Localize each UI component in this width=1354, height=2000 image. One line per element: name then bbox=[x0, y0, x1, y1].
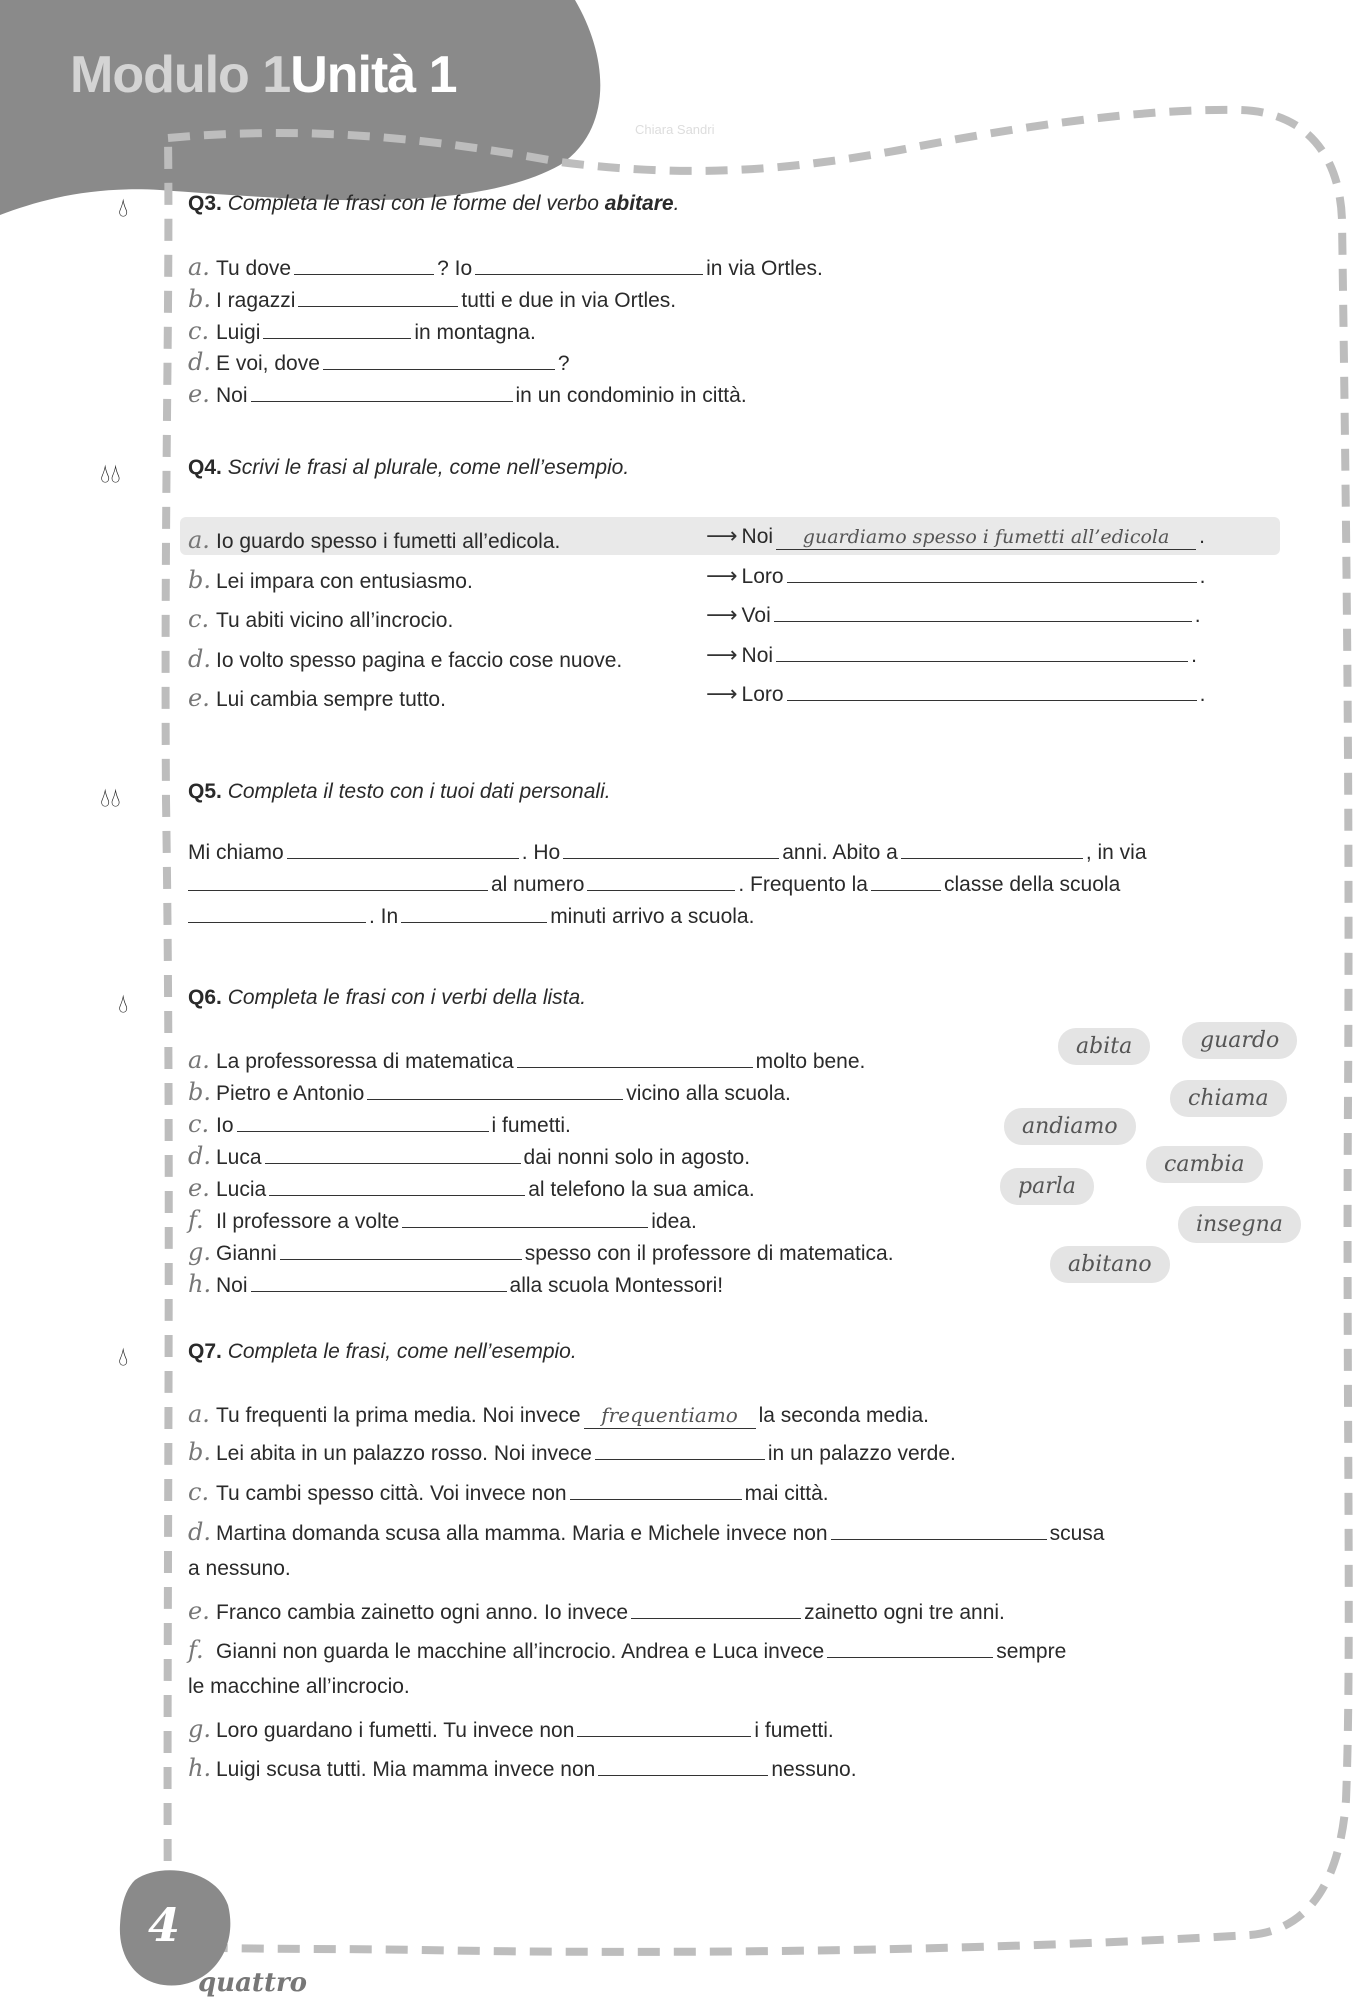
period: . bbox=[1199, 525, 1205, 548]
answer-blank[interactable] bbox=[831, 1521, 1047, 1540]
item-letter: a. bbox=[188, 1400, 210, 1428]
answer-blank[interactable] bbox=[263, 320, 411, 339]
q4-answer-e bbox=[706, 681, 1205, 707]
handwritten-answer: guardiamo spesso i fumetti all’edicola bbox=[776, 526, 1196, 550]
sentence: Io volto spesso pagina e faccio cose nuove. bbox=[216, 649, 623, 672]
item-letter: b. bbox=[188, 1438, 211, 1466]
arrow-right-icon: ⟶ bbox=[706, 642, 738, 667]
text: Lucia bbox=[216, 1178, 267, 1201]
text: Tu dove bbox=[216, 257, 292, 280]
verb-chip: cambia bbox=[1146, 1146, 1263, 1183]
text: molto bene. bbox=[755, 1050, 866, 1073]
q3-line-a bbox=[188, 253, 823, 281]
answer-blank[interactable] bbox=[367, 1081, 623, 1100]
answer-blank[interactable] bbox=[517, 1049, 753, 1068]
q7-line-a bbox=[188, 1400, 929, 1429]
q3-line-c bbox=[188, 317, 536, 345]
text: Tu cambi spesso città. Voi invece non bbox=[216, 1482, 567, 1505]
item-letter: e. bbox=[188, 684, 210, 712]
answer-blank[interactable] bbox=[323, 351, 555, 370]
text: sempre bbox=[996, 1640, 1067, 1663]
text: tutti e due in via Ortles. bbox=[461, 289, 677, 312]
item-letter: b. bbox=[188, 285, 211, 313]
period: . bbox=[1194, 604, 1201, 627]
text: idea. bbox=[651, 1210, 697, 1233]
text: in via Ortles. bbox=[706, 257, 823, 280]
text: Luca bbox=[216, 1146, 262, 1169]
q6-line-a bbox=[188, 1046, 865, 1074]
q4-row-c bbox=[188, 605, 453, 633]
text: Mi chiamo bbox=[188, 841, 284, 864]
answer-blank[interactable] bbox=[280, 1241, 522, 1260]
answer-blank[interactable] bbox=[787, 682, 1197, 701]
q7-line-f2 bbox=[188, 1675, 410, 1699]
answer-blank[interactable] bbox=[598, 1757, 768, 1776]
item-letter: a. bbox=[188, 1046, 210, 1074]
text: le macchine all’incrocio. bbox=[188, 1675, 410, 1698]
item-letter: g. bbox=[188, 1238, 211, 1266]
arrow-right-icon: ⟶ bbox=[706, 681, 738, 706]
text: La professoressa di matematica bbox=[216, 1050, 514, 1073]
text: . In bbox=[369, 905, 399, 928]
text: i fumetti. bbox=[754, 1719, 834, 1742]
item-letter: f. bbox=[188, 1206, 204, 1234]
subject: Loro bbox=[741, 565, 784, 588]
q7-title bbox=[188, 1340, 577, 1364]
answer-blank[interactable] bbox=[901, 840, 1083, 859]
item-letter: e. bbox=[188, 1597, 210, 1625]
item-letter: a. bbox=[188, 253, 210, 281]
text: Noi bbox=[216, 1274, 248, 1297]
subject: Voi bbox=[741, 604, 771, 627]
answer-blank[interactable] bbox=[402, 1209, 648, 1228]
difficulty-drop-icon: 💧︎ bbox=[118, 988, 129, 1018]
q4-row-a bbox=[188, 526, 560, 554]
answer-blank[interactable] bbox=[269, 1177, 525, 1196]
text: Martina domanda scusa alla mamma. Maria e Michele invece non bbox=[216, 1522, 828, 1545]
text: I ragazzi bbox=[216, 289, 296, 312]
verb-chip: andiamo bbox=[1004, 1108, 1136, 1145]
q6-line-c bbox=[188, 1110, 571, 1138]
q4-row-b bbox=[188, 566, 473, 594]
q3-title: Q3. Completa le frasi con le forme del verbo abitare. bbox=[188, 192, 680, 215]
answer-blank[interactable] bbox=[265, 1145, 521, 1164]
answer-blank[interactable] bbox=[827, 1639, 993, 1658]
q5-line-1 bbox=[188, 840, 1147, 865]
q3-line-e bbox=[188, 380, 747, 408]
subject: Loro bbox=[741, 683, 784, 706]
answer-blank[interactable] bbox=[287, 840, 519, 859]
page-number: 4 bbox=[148, 1898, 181, 1952]
text: i fumetti. bbox=[491, 1114, 571, 1137]
q7-line-h bbox=[188, 1754, 857, 1782]
item-letter: e. bbox=[188, 1174, 210, 1202]
item-letter: d. bbox=[188, 1142, 211, 1170]
q6-title bbox=[188, 986, 586, 1010]
verb-chip: insegna bbox=[1178, 1206, 1301, 1243]
q5-title bbox=[188, 780, 611, 804]
text: Luigi bbox=[216, 321, 261, 344]
text: spesso con il professore di matematica. bbox=[524, 1242, 894, 1265]
text: Gianni bbox=[216, 1242, 277, 1265]
q3-instruction: Completa le frasi con le forme del verbo bbox=[227, 192, 605, 215]
text: dai nonni solo in agosto. bbox=[523, 1146, 751, 1169]
q4-answer-c bbox=[706, 602, 1201, 628]
subject: Noi bbox=[741, 525, 774, 548]
text: Io bbox=[216, 1114, 234, 1137]
q7-line-g bbox=[188, 1715, 834, 1743]
q4-row-e bbox=[188, 684, 446, 712]
item-letter: c. bbox=[188, 605, 210, 633]
q7-line-d2 bbox=[188, 1557, 291, 1581]
text: classe della scuola bbox=[943, 873, 1121, 896]
text: al telefono la sua amica. bbox=[528, 1178, 755, 1201]
text: la seconda media. bbox=[758, 1404, 930, 1427]
unit-label: Unità 1 bbox=[290, 46, 457, 104]
page-number-word: quattro bbox=[198, 1968, 307, 1998]
answer-blank[interactable] bbox=[776, 643, 1188, 662]
answer-blank[interactable] bbox=[475, 256, 703, 275]
answer-blank[interactable] bbox=[631, 1600, 801, 1619]
text: alla scuola Montessori! bbox=[509, 1274, 724, 1297]
answer-blank[interactable] bbox=[237, 1113, 489, 1132]
text: ? bbox=[557, 352, 570, 375]
text: vicino alla scuola. bbox=[626, 1082, 791, 1105]
item-letter: h. bbox=[188, 1270, 212, 1298]
item-letter: a. bbox=[188, 526, 210, 554]
text: in un palazzo verde. bbox=[767, 1442, 956, 1465]
q6-line-h bbox=[188, 1270, 723, 1298]
q4-answer-d bbox=[706, 642, 1197, 668]
difficulty-drop-icon: 💧︎💧︎ bbox=[100, 782, 121, 812]
verb-chip: parla bbox=[1000, 1168, 1094, 1205]
header-blob bbox=[0, 0, 600, 215]
text: Pietro e Antonio bbox=[216, 1082, 365, 1105]
verb-chip: abitano bbox=[1050, 1246, 1170, 1283]
page-header bbox=[70, 45, 457, 105]
item-letter: b. bbox=[188, 1078, 211, 1106]
verb-chip: chiama bbox=[1170, 1080, 1287, 1117]
answer-blank[interactable] bbox=[563, 840, 779, 859]
text: . Ho bbox=[521, 841, 561, 864]
q7-line-f bbox=[188, 1636, 1066, 1664]
answer-blank[interactable] bbox=[871, 872, 941, 891]
period: . bbox=[1199, 565, 1206, 588]
item-letter: d. bbox=[188, 645, 211, 673]
item-letter: c. bbox=[188, 1110, 210, 1138]
q7-line-b bbox=[188, 1438, 956, 1466]
q6-line-d bbox=[188, 1142, 750, 1170]
subject: Noi bbox=[741, 644, 774, 667]
sentence: Lei impara con entusiasmo. bbox=[216, 570, 473, 593]
text: minuti arrivo a scuola. bbox=[550, 905, 755, 928]
q4-label: Q4. bbox=[188, 456, 222, 479]
text: E voi, dove bbox=[216, 352, 320, 375]
text: scusa bbox=[1049, 1522, 1105, 1545]
text: Lei abita in un palazzo rosso. Noi invece bbox=[216, 1442, 592, 1465]
text: nessuno. bbox=[771, 1758, 857, 1781]
difficulty-drop-icon: 💧︎ bbox=[118, 1341, 129, 1371]
arrow-right-icon: ⟶ bbox=[706, 523, 738, 548]
q6-line-e bbox=[188, 1174, 755, 1202]
q7-line-e bbox=[188, 1597, 1005, 1625]
period: . bbox=[1191, 644, 1197, 667]
answer-blank[interactable] bbox=[298, 288, 458, 307]
item-letter: g. bbox=[188, 1715, 211, 1743]
item-letter: d. bbox=[188, 1518, 211, 1546]
difficulty-drop-icon: 💧︎ bbox=[118, 192, 129, 222]
handwritten-answer: frequentiamo bbox=[584, 1403, 756, 1429]
q4-answer-a bbox=[706, 523, 1205, 550]
item-letter: c. bbox=[188, 1478, 210, 1506]
text: Gianni non guarda le macchine all’incrocio. Andrea e Luca invece bbox=[216, 1640, 825, 1663]
text: , in via bbox=[1085, 841, 1147, 864]
q3-line-b bbox=[188, 285, 676, 313]
q7-label: Q7. bbox=[188, 1340, 222, 1363]
module-label: Modulo 1 bbox=[70, 46, 291, 104]
period: . bbox=[1199, 683, 1206, 706]
text: Luigi scusa tutti. Mia mamma invece non bbox=[216, 1758, 596, 1781]
q3-line-d bbox=[188, 348, 570, 376]
verb-chip: abita bbox=[1058, 1028, 1150, 1065]
q5-label: Q5. bbox=[188, 780, 222, 803]
q6-line-g bbox=[188, 1238, 894, 1266]
q7-instruction: Completa le frasi, come nell’esempio. bbox=[227, 1340, 577, 1363]
answer-blank[interactable] bbox=[401, 904, 547, 923]
q4-instruction: Scrivi le frasi al plurale, come nell’esempio. bbox=[227, 456, 630, 479]
answer-blank[interactable] bbox=[188, 904, 366, 923]
answer-blank[interactable] bbox=[251, 383, 513, 402]
item-letter: f. bbox=[188, 1636, 204, 1664]
text: mai città. bbox=[744, 1482, 829, 1505]
answer-blank[interactable] bbox=[188, 872, 488, 891]
answer-blank[interactable] bbox=[587, 872, 735, 891]
answer-blank[interactable] bbox=[774, 603, 1192, 622]
q6-line-f bbox=[188, 1206, 697, 1234]
q6-line-b bbox=[188, 1078, 791, 1106]
text: . Frequento la bbox=[738, 873, 868, 896]
q3-label: Q3. bbox=[188, 192, 222, 215]
item-letter: b. bbox=[188, 566, 211, 594]
text: ? Io bbox=[437, 257, 473, 280]
text: Il professore a volte bbox=[216, 1210, 400, 1233]
answer-blank[interactable] bbox=[577, 1718, 751, 1737]
answer-blank[interactable] bbox=[251, 1273, 507, 1292]
text: Franco cambia zainetto ogni anno. Io invece bbox=[216, 1601, 629, 1624]
arrow-right-icon: ⟶ bbox=[706, 563, 738, 588]
q5-line-3 bbox=[188, 904, 754, 929]
text: al numero bbox=[491, 873, 585, 896]
text: a nessuno. bbox=[188, 1557, 291, 1580]
q3-verb: abitare bbox=[604, 192, 674, 215]
item-letter: d. bbox=[188, 348, 211, 376]
text: zainetto ogni tre anni. bbox=[804, 1601, 1005, 1624]
verb-chip: guardo bbox=[1182, 1022, 1297, 1059]
sentence: Tu abiti vicino all’incrocio. bbox=[216, 609, 454, 632]
difficulty-drop-icon: 💧︎💧︎ bbox=[100, 458, 121, 488]
q6-label: Q6. bbox=[188, 986, 222, 1009]
q5-line-2 bbox=[188, 872, 1120, 897]
answer-blank[interactable] bbox=[294, 256, 434, 275]
q7-line-c bbox=[188, 1478, 829, 1506]
text: anni. Abito a bbox=[782, 841, 898, 864]
text: in montagna. bbox=[414, 321, 536, 344]
text: Loro guardano i fumetti. Tu invece non bbox=[216, 1719, 575, 1742]
item-letter: h. bbox=[188, 1754, 212, 1782]
q5-instruction: Completa il testo con i tuoi dati personali. bbox=[227, 780, 611, 803]
q4-row-d bbox=[188, 645, 622, 673]
text: in un condominio in città. bbox=[515, 384, 747, 407]
answer-blank[interactable] bbox=[570, 1481, 742, 1500]
q4-title bbox=[188, 456, 629, 480]
q4-answer-b bbox=[706, 563, 1205, 589]
sentence: Lui cambia sempre tutto. bbox=[216, 688, 446, 711]
q6-instruction: Completa le frasi con i verbi della lista. bbox=[227, 986, 587, 1009]
text: Tu frequenti la prima media. Noi invece bbox=[216, 1404, 581, 1427]
item-letter: e. bbox=[188, 380, 210, 408]
text: Noi bbox=[216, 384, 248, 407]
answer-blank[interactable] bbox=[595, 1441, 765, 1460]
sentence: Io guardo spesso i fumetti all’edicola. bbox=[216, 530, 561, 553]
q7-line-d bbox=[188, 1518, 1104, 1546]
arrow-right-icon: ⟶ bbox=[706, 602, 738, 627]
faint-text: Chiara Sandri bbox=[635, 122, 715, 137]
item-letter: c. bbox=[188, 317, 210, 345]
answer-blank[interactable] bbox=[787, 564, 1197, 583]
